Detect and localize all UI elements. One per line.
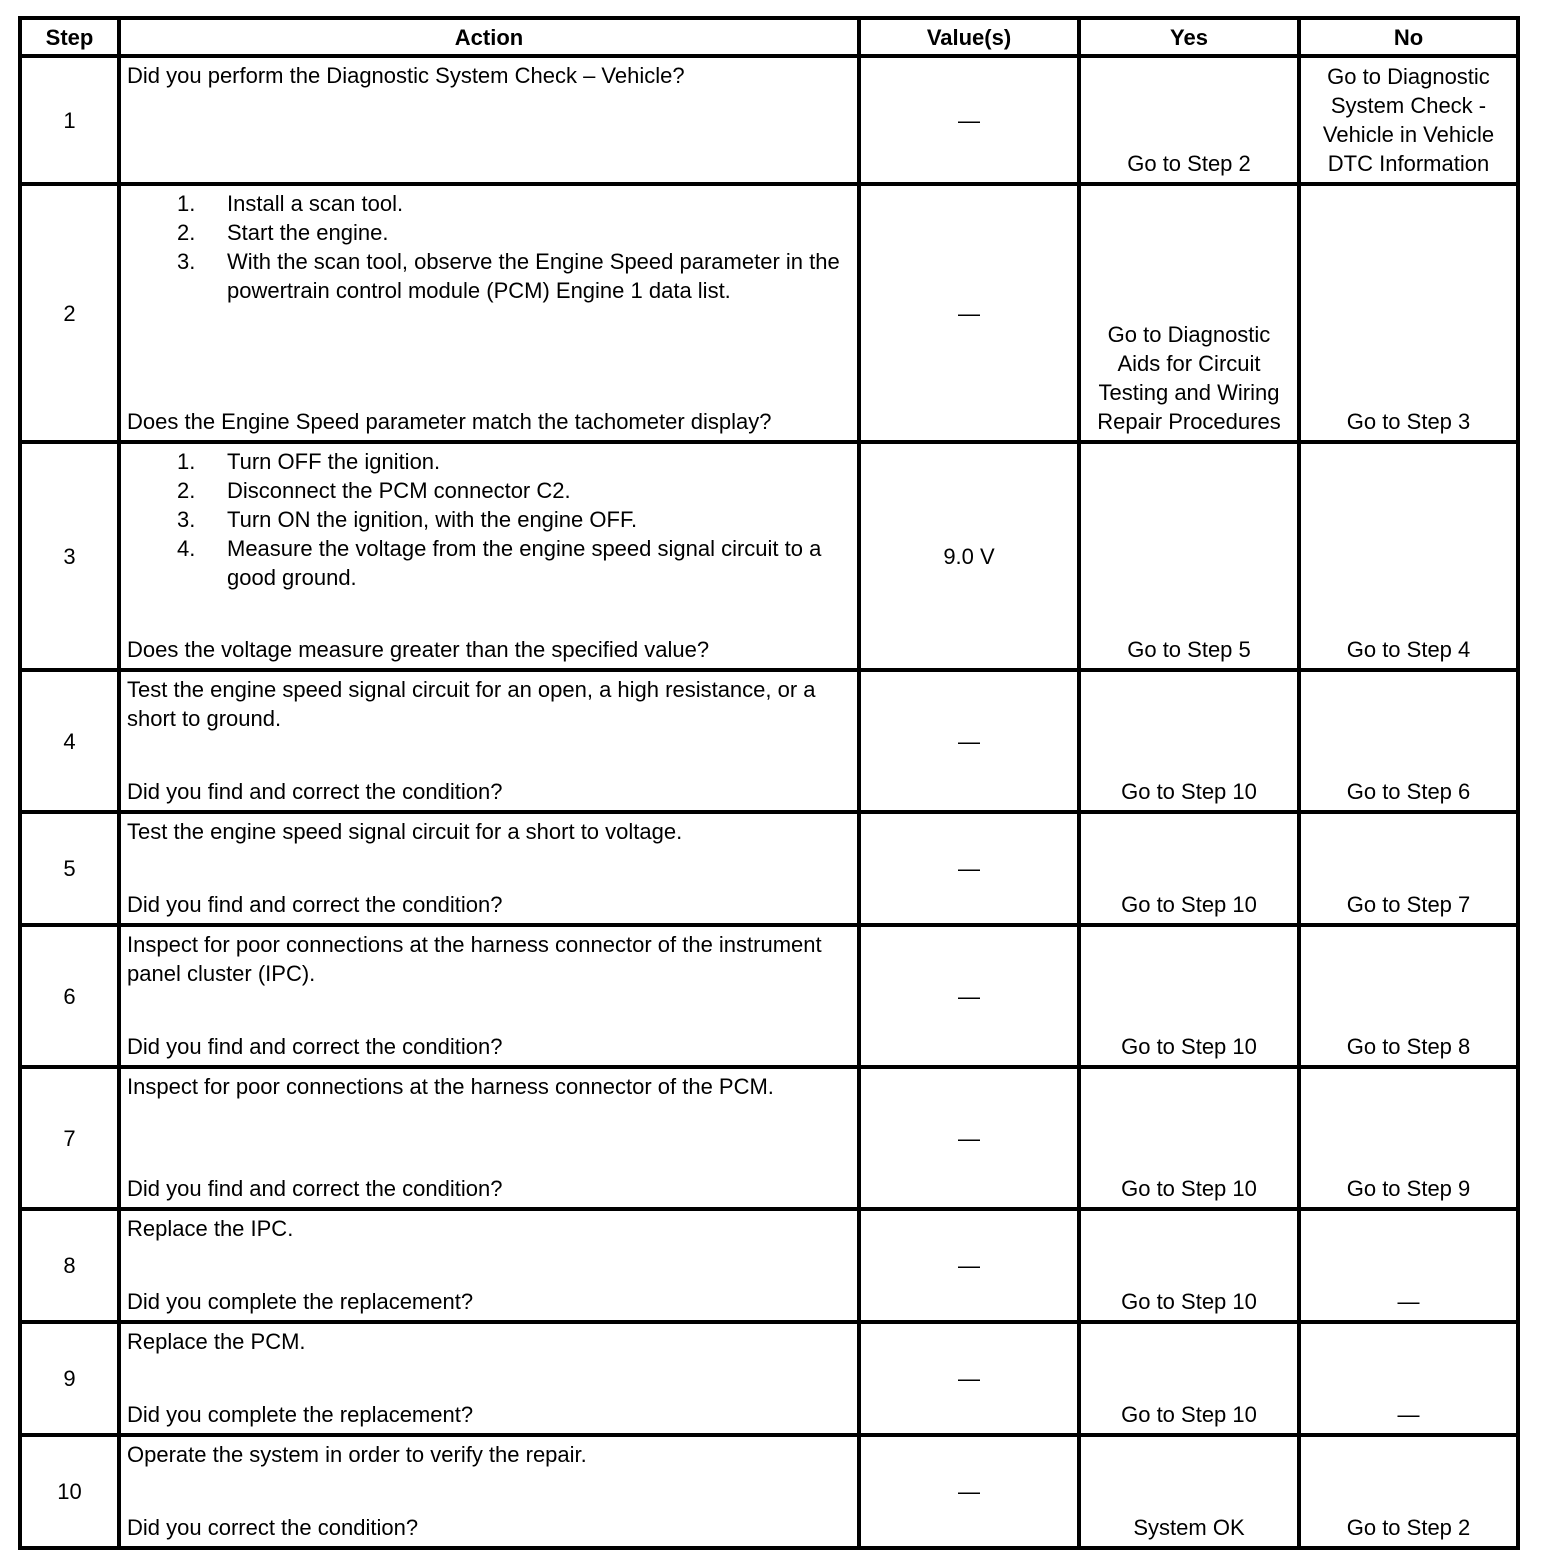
step-number: 3 [20, 442, 119, 670]
action-cell [119, 56, 859, 184]
action-question: Did you complete the replacement? [127, 1289, 474, 1314]
yes-cell: Go to Step 10 [1079, 1067, 1299, 1209]
step-number: 7 [20, 1067, 119, 1209]
yes-cell: Go to Step 10 [1079, 1209, 1299, 1322]
step-number: 5 [20, 812, 119, 925]
yes-cell: Go to Step 10 [1079, 925, 1299, 1067]
no-cell: Go to Step 7 [1299, 812, 1518, 925]
action-step-item: 2. Disconnect the PCM connector C2. [177, 478, 571, 503]
action-step-item: 3. With the scan tool, observe the Engine Speed parameter in the powertrain control module (PCM) Engine 1 data list. [177, 249, 840, 303]
action-instruction: Inspect for poor connections at the harness connector of the instrument panel cluster (IPC). [127, 932, 822, 986]
value-cell: — [859, 925, 1079, 1067]
yes-cell: Go to Step 10 [1079, 1322, 1299, 1435]
table-row [20, 1067, 1518, 1209]
action-question: Did you correct the condition? [127, 1515, 419, 1540]
header-no: No [1299, 18, 1518, 56]
action-step-item: 3. Turn ON the ignition, with the engine OFF. [177, 507, 638, 532]
table-row [20, 184, 1518, 442]
action-instruction: Test the engine speed signal circuit for an open, a high resistance, or a short to ground. [127, 677, 816, 731]
action-question: Did you find and correct the condition? [127, 1176, 503, 1201]
yes-cell: Go to Step 10 [1079, 812, 1299, 925]
step-number: 4 [20, 670, 119, 812]
table-row [20, 812, 1518, 925]
action-instruction: Replace the IPC. [127, 1216, 294, 1241]
action-instruction: Replace the PCM. [127, 1329, 306, 1354]
step-number: 9 [20, 1322, 119, 1435]
table-row [20, 1322, 1518, 1435]
action-cell [119, 670, 859, 812]
action-cell [119, 1322, 859, 1435]
step-number: 2 [20, 184, 119, 442]
diagnostic-table [18, 16, 1520, 1550]
action-instruction: Test the engine speed signal circuit for a short to voltage. [127, 819, 683, 844]
yes-cell: Go to Step 10 [1079, 670, 1299, 812]
action-cell [119, 925, 859, 1067]
table-row [20, 1435, 1518, 1548]
no-cell: Go to Step 9 [1299, 1067, 1518, 1209]
no-cell: Go to Diagnostic System Check - Vehicle in Vehicle DTC Information [1299, 56, 1518, 184]
action-steps [127, 189, 853, 305]
value-cell: — [859, 812, 1079, 925]
no-cell: Go to Step 4 [1299, 442, 1518, 670]
action-cell [119, 1435, 859, 1548]
no-cell: Go to Step 2 [1299, 1435, 1518, 1548]
no-cell: Go to Step 3 [1299, 184, 1518, 442]
step-number: 10 [20, 1435, 119, 1548]
action-cell [119, 442, 859, 670]
value-cell: — [859, 1322, 1079, 1435]
action-steps [127, 447, 853, 592]
yes-cell: Go to Diagnostic Aids for Circuit Testing and Wiring Repair Procedures [1079, 184, 1299, 442]
value-cell: — [859, 1209, 1079, 1322]
yes-cell: System OK [1079, 1435, 1299, 1548]
action-question: Did you find and correct the condition? [127, 1034, 503, 1059]
action-step-item: 2. Start the engine. [177, 220, 389, 245]
table-row [20, 442, 1518, 670]
value-cell: — [859, 1067, 1079, 1209]
action-question: Does the voltage measure greater than the specified value? [127, 637, 710, 662]
header-step: Step [20, 18, 119, 56]
no-cell: — [1299, 1322, 1518, 1435]
action-cell [119, 1067, 859, 1209]
action-question: Did you find and correct the condition? [127, 779, 503, 804]
action-instruction: Inspect for poor connections at the harness connector of the PCM. [127, 1074, 774, 1099]
value-cell: — [859, 1435, 1079, 1548]
no-cell: Go to Step 6 [1299, 670, 1518, 812]
yes-cell: Go to Step 5 [1079, 442, 1299, 670]
value-cell: — [859, 670, 1079, 812]
action-cell [119, 184, 859, 442]
action-step-item: 4. Measure the voltage from the engine speed signal circuit to a good ground. [177, 536, 822, 590]
header-row [20, 18, 1518, 56]
table-row [20, 925, 1518, 1067]
action-question: Did you complete the replacement? [127, 1402, 474, 1427]
table-row [20, 56, 1518, 184]
no-cell: — [1299, 1209, 1518, 1322]
action-step-item: 1. Turn OFF the ignition. [177, 449, 441, 474]
value-cell: — [859, 56, 1079, 184]
step-number: 6 [20, 925, 119, 1067]
action-cell [119, 1209, 859, 1322]
no-cell: Go to Step 8 [1299, 925, 1518, 1067]
action-instruction: Operate the system in order to verify the repair. [127, 1442, 587, 1467]
value-cell: 9.0 V [859, 442, 1079, 670]
table-row [20, 1209, 1518, 1322]
action-question: Did you find and correct the condition? [127, 892, 503, 917]
step-number: 8 [20, 1209, 119, 1322]
header-action: Action [119, 18, 859, 56]
action-question: Did you perform the Diagnostic System Check – Vehicle? [127, 63, 685, 88]
value-cell: — [859, 184, 1079, 442]
step-number: 1 [20, 56, 119, 184]
action-cell [119, 812, 859, 925]
header-values: Value(s) [859, 18, 1079, 56]
table-row [20, 670, 1518, 812]
yes-cell: Go to Step 2 [1079, 56, 1299, 184]
action-step-item: 1. Install a scan tool. [177, 191, 404, 216]
action-question: Does the Engine Speed parameter match the tachometer display? [127, 409, 772, 434]
header-yes: Yes [1079, 18, 1299, 56]
